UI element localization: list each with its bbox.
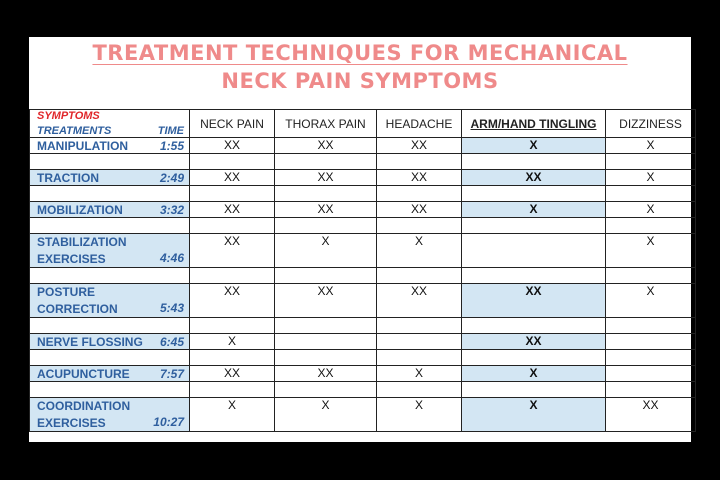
mark-cell: XX — [190, 366, 275, 382]
mark-cell: X — [377, 366, 462, 382]
treatment-table — [29, 109, 696, 432]
table-row — [30, 284, 696, 318]
treatment-name: ACUPUNCTURE — [37, 367, 130, 381]
mark-cell: XX — [190, 284, 275, 318]
mark-cell: XX — [190, 234, 275, 268]
treatment-name: TRACTION — [37, 171, 99, 185]
mark-cell-highlighted: X — [462, 366, 606, 382]
title-line-2: NECK PAIN SYMPTOMS — [221, 69, 499, 93]
mark-cell-highlighted: X — [462, 138, 606, 154]
mark-cell: XX — [377, 170, 462, 186]
header-row — [30, 110, 696, 138]
table-row — [30, 202, 696, 218]
treatment-name — [37, 284, 147, 318]
treatment-name-line-1: STABILIZATION — [37, 235, 127, 249]
table-row — [30, 170, 696, 186]
mark-cell: XX — [377, 202, 462, 218]
mark-cell: XX — [606, 398, 696, 432]
treatment-time: 3:32 — [159, 203, 184, 217]
mark-cell: X — [606, 170, 696, 186]
mark-cell: XX — [275, 284, 377, 318]
spacer-row — [30, 218, 696, 234]
spacer-row — [30, 268, 696, 284]
mark-cell: X — [275, 398, 377, 432]
symptoms-label: SYMPTOMS — [37, 110, 100, 122]
table-row — [30, 138, 696, 154]
column-header-dizziness: DIZZINESS — [606, 110, 696, 138]
treatment-cell-traction — [30, 170, 190, 186]
treatment-time: 4:46 — [159, 251, 184, 265]
treatments-label: TREATMENTS — [37, 125, 112, 137]
treatment-cell-posture-correction — [30, 284, 190, 318]
mark-cell — [606, 366, 696, 382]
treatment-name: MOBILIZATION — [37, 203, 123, 217]
treatment-time: 7:57 — [159, 367, 184, 381]
treatment-cell-stabilization-exercises — [30, 234, 190, 268]
document-title — [29, 37, 691, 109]
mark-cell — [377, 334, 462, 350]
mark-cell: XX — [275, 366, 377, 382]
treatment-cell-nerve-flossing — [30, 334, 190, 350]
treatment-time: 6:45 — [159, 335, 184, 349]
title-line-1: TREATMENT TECHNIQUES FOR MECHANICAL — [92, 41, 628, 65]
treatment-cell-coordination-exercises — [30, 398, 190, 432]
column-header-thorax-pain: THORAX PAIN — [275, 110, 377, 138]
treatment-cell-mobilization — [30, 202, 190, 218]
mark-cell-highlighted: XX — [462, 284, 606, 318]
mark-cell: XX — [190, 202, 275, 218]
treatment-name: MANIPULATION — [37, 139, 129, 153]
mark-cell: XX — [377, 284, 462, 318]
mark-cell — [462, 234, 606, 268]
mark-cell: XX — [275, 202, 377, 218]
treatment-time: 2:49 — [159, 171, 184, 185]
treatment-name — [37, 398, 147, 432]
treatment-name-line-2: CORRECTION — [37, 302, 118, 316]
mark-cell: X — [275, 234, 377, 268]
mark-cell: X — [190, 334, 275, 350]
mark-cell-highlighted: XX — [462, 170, 606, 186]
mark-cell — [606, 334, 696, 350]
mark-cell: XX — [190, 170, 275, 186]
column-header-headache: HEADACHE — [377, 110, 462, 138]
treatment-cell-manipulation — [30, 138, 190, 154]
time-label: TIME — [157, 125, 184, 137]
mark-cell-highlighted: XX — [462, 334, 606, 350]
mark-cell: X — [377, 398, 462, 432]
corner-cell — [30, 110, 190, 138]
treatment-time: 5:43 — [159, 301, 184, 315]
spacer-row — [30, 154, 696, 170]
mark-cell: X — [606, 234, 696, 268]
mark-cell: XX — [190, 138, 275, 154]
treatment-cell-acupuncture — [30, 366, 190, 382]
treatment-name-line-2: EXERCISES — [37, 416, 106, 430]
treatment-name: NERVE FLOSSING — [37, 335, 143, 349]
mark-cell: X — [606, 284, 696, 318]
spacer-row — [30, 350, 696, 366]
column-header-arm-hand-tingling: ARM/HAND TINGLING — [462, 110, 606, 138]
mark-cell: X — [606, 202, 696, 218]
mark-cell: XX — [377, 138, 462, 154]
spacer-row — [30, 186, 696, 202]
document-page — [29, 37, 691, 442]
mark-cell: XX — [275, 170, 377, 186]
treatment-name — [37, 234, 147, 268]
column-header-neck-pain: NECK PAIN — [190, 110, 275, 138]
table-row — [30, 398, 696, 432]
mark-cell: X — [190, 398, 275, 432]
mark-cell-highlighted: X — [462, 398, 606, 432]
treatment-name-line-2: EXERCISES — [37, 252, 106, 266]
table-row — [30, 366, 696, 382]
table-row — [30, 334, 696, 350]
treatment-time: 1:55 — [159, 139, 184, 153]
mark-cell — [275, 334, 377, 350]
treatment-time: 10:27 — [153, 415, 184, 429]
spacer-row — [30, 382, 696, 398]
mark-cell: X — [606, 138, 696, 154]
mark-cell: XX — [275, 138, 377, 154]
mark-cell: X — [377, 234, 462, 268]
spacer-row — [30, 318, 696, 334]
treatment-name-line-1: POSTURE — [37, 285, 96, 299]
mark-cell-highlighted: X — [462, 202, 606, 218]
table-row — [30, 234, 696, 268]
treatment-name-line-1: COORDINATION — [37, 399, 131, 413]
